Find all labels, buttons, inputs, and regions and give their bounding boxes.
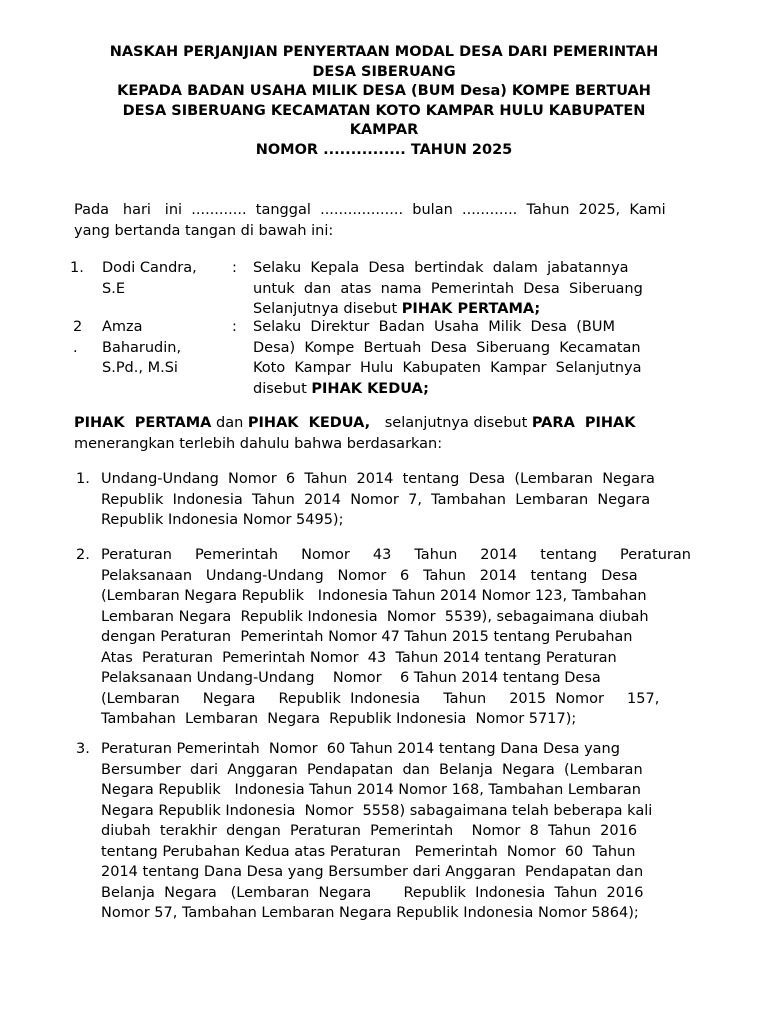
consideration-3-line: Negara Republik Indonesia Tahun 2014 Nomor 168, Tambahan Lembaran xyxy=(101,782,641,798)
opening-line-1: Pada hari ini ............ tanggal .................. bulan ............ Tahun 2025, Kami xyxy=(74,202,666,218)
party-1-desc-line-1: Selaku Kepala Desa bertindak dalam jabatannya xyxy=(253,260,629,276)
consideration-3-line: Belanja Negara (Lembaran Negara Republik Indonesia Tahun 2016 xyxy=(101,884,644,901)
party-1-name-line-2: S.E xyxy=(102,280,125,297)
declaration-paragraph xyxy=(74,413,693,454)
document-title xyxy=(70,43,698,160)
title-line-3: KEPADA BADAN USAHA MILIK DESA (BUM Desa) KOMPE BERTUAH xyxy=(117,83,651,99)
consideration-1-line: Undang-Undang Nomor 6 Tahun 2014 tentang Desa (Lembaran Negara xyxy=(101,471,655,487)
party-1 xyxy=(70,258,690,320)
party-2-number xyxy=(70,317,98,358)
consideration-3-line: Negara Republik Indonesia Nomor 5558) sabagaimana telah beberapa kali xyxy=(101,802,653,819)
consideration-2-line: Lembaran Negara Republik Indonesia Nomor 5539), sebagaimana diubah xyxy=(101,608,649,625)
title-line-6: NOMOR ............... TAHUN 2025 xyxy=(255,141,513,158)
party-2 xyxy=(70,317,690,401)
consideration-item-1 xyxy=(74,469,694,535)
party-1-desc-line-2: untuk dan atas nama Pemerintah Desa Siberuang xyxy=(253,280,643,297)
party-2-colon: : xyxy=(232,319,237,335)
party-2-number-line-2: . xyxy=(73,339,78,356)
party-1-number: 1. xyxy=(70,260,84,276)
consideration-3-line: 2014 tentang Dana Desa yang Bersumber dari Anggaran Pendapatan dan xyxy=(101,864,644,880)
opening-line-2: yang bertanda tangan di bawah ini: xyxy=(74,222,334,239)
declaration-party-1: PIHAK PERTAMA xyxy=(74,415,212,431)
consideration-2-line: Pelaksanaan Undang-Undang Nomor 6 Tahun 2014 tentang Desa xyxy=(101,670,601,686)
consideration-3-line: tentang Perubahan Kedua atas Peraturan Pemerintah Nomor 60 Tahun xyxy=(101,843,636,860)
party-2-name xyxy=(102,317,222,379)
consideration-1-line: Republik Indonesia Tahun 2014 Nomor 7, Tambahan Lembaran Negara xyxy=(101,491,651,508)
title-line-5: KAMPAR xyxy=(349,122,419,138)
consideration-2-line: (Lembaran Negara Republik Indonesia Tahun 2015 Nomor 157, xyxy=(101,690,660,707)
consideration-3-line: Bersumber dari Anggaran Pendapatan dan Belanja Negara (Lembaran xyxy=(101,761,643,778)
party-2-role: PIHAK KEDUA; xyxy=(311,380,429,397)
consideration-3-line: Peraturan Pemerintah Nomor 60 Tahun 2014 tentang Dana Desa yang xyxy=(101,741,620,757)
party-1-desc-line-3: Selanjutnya disebut xyxy=(253,301,402,317)
party-2-name-line-1: Amza xyxy=(102,319,143,335)
declaration-line-2: menerangkan terlebih dahulu bahwa berdasarkan: xyxy=(74,435,443,452)
party-2-desc-line-3: Koto Kampar Hulu Kabupaten Kampar Selanjutnya xyxy=(253,360,642,376)
title-line-2: DESA SIBERUANG xyxy=(312,63,456,80)
opening-paragraph xyxy=(74,200,693,241)
consideration-2-text xyxy=(101,545,693,730)
consideration-3-line: diubah terakhir dengan Peraturan Pemerintah Nomor 8 Tahun 2016 xyxy=(101,823,638,839)
party-2-name-line-2: Baharudin, xyxy=(102,339,182,356)
declaration-party-2: PIHAK KEDUA, xyxy=(247,415,371,431)
party-2-name-line-3: S.Pd., M.Si xyxy=(102,360,178,376)
consideration-3-line: Nomor 57, Tambahan Lembaran Negara Republik Indonesia Nomor 5864); xyxy=(101,905,639,921)
consideration-2-line: Atas Peraturan Pemerintah Nomor 43 Tahun 2014 tentang Peraturan xyxy=(101,649,617,666)
declaration-para-pihak: PARA PIHAK xyxy=(531,415,636,431)
party-2-description xyxy=(253,317,663,399)
party-1-role: PIHAK PERTAMA; xyxy=(401,301,541,317)
declaration-middle: selanjutnya disebut xyxy=(380,415,532,431)
consideration-1-line: Republik Indonesia Nomor 5495); xyxy=(101,512,344,528)
consideration-item-3 xyxy=(74,739,694,924)
title-line-1: NASKAH PERJANJIAN PENYERTAAN MODAL DESA DARI PEMERINTAH xyxy=(109,44,659,60)
consideration-2-line: Peraturan Pemerintah Nomor 43 Tahun 2014 tentang Peraturan xyxy=(101,547,691,563)
consideration-2-line: dengan Peraturan Pemerintah Nomor 47 Tahun 2015 tentang Perubahan xyxy=(101,629,633,645)
party-2-number-line-1: 2 xyxy=(73,319,83,335)
party-2-desc-line-2: Desa) Kompe Bertuah Desa Siberuang Kecamatan xyxy=(253,339,641,356)
consideration-3-text xyxy=(101,739,693,924)
consideration-2-line: (Lembaran Negara Republik Indonesia Tahun 2014 Nomor 123, Tambahan xyxy=(101,588,647,604)
consideration-1-number: 1. xyxy=(76,471,90,487)
party-1-name xyxy=(102,258,222,299)
consideration-item-2 xyxy=(74,545,694,730)
consideration-2-line: Tambahan Lembaran Negara Republik Indonesia Nomor 5717); xyxy=(101,711,577,727)
consideration-2-line: Pelaksanaan Undang-Undang Nomor 6 Tahun 2014 tentang Desa xyxy=(101,567,638,584)
party-1-colon: : xyxy=(232,260,237,276)
party-1-name-line-1: Dodi Candra, xyxy=(102,260,197,276)
consideration-1-text xyxy=(101,469,693,531)
party-2-desc-line-4: disebut xyxy=(253,380,312,397)
title-line-4: DESA SIBERUANG KECAMATAN KOTO KAMPAR HULU KABUPATEN xyxy=(122,102,646,119)
declaration-and: dan xyxy=(211,415,248,431)
party-2-desc-line-1: Selaku Direktur Badan Usaha Milik Desa (BUM xyxy=(253,319,615,335)
consideration-2-number: 2. xyxy=(76,547,90,563)
consideration-3-number: 3. xyxy=(76,741,90,757)
party-1-description xyxy=(253,258,663,320)
